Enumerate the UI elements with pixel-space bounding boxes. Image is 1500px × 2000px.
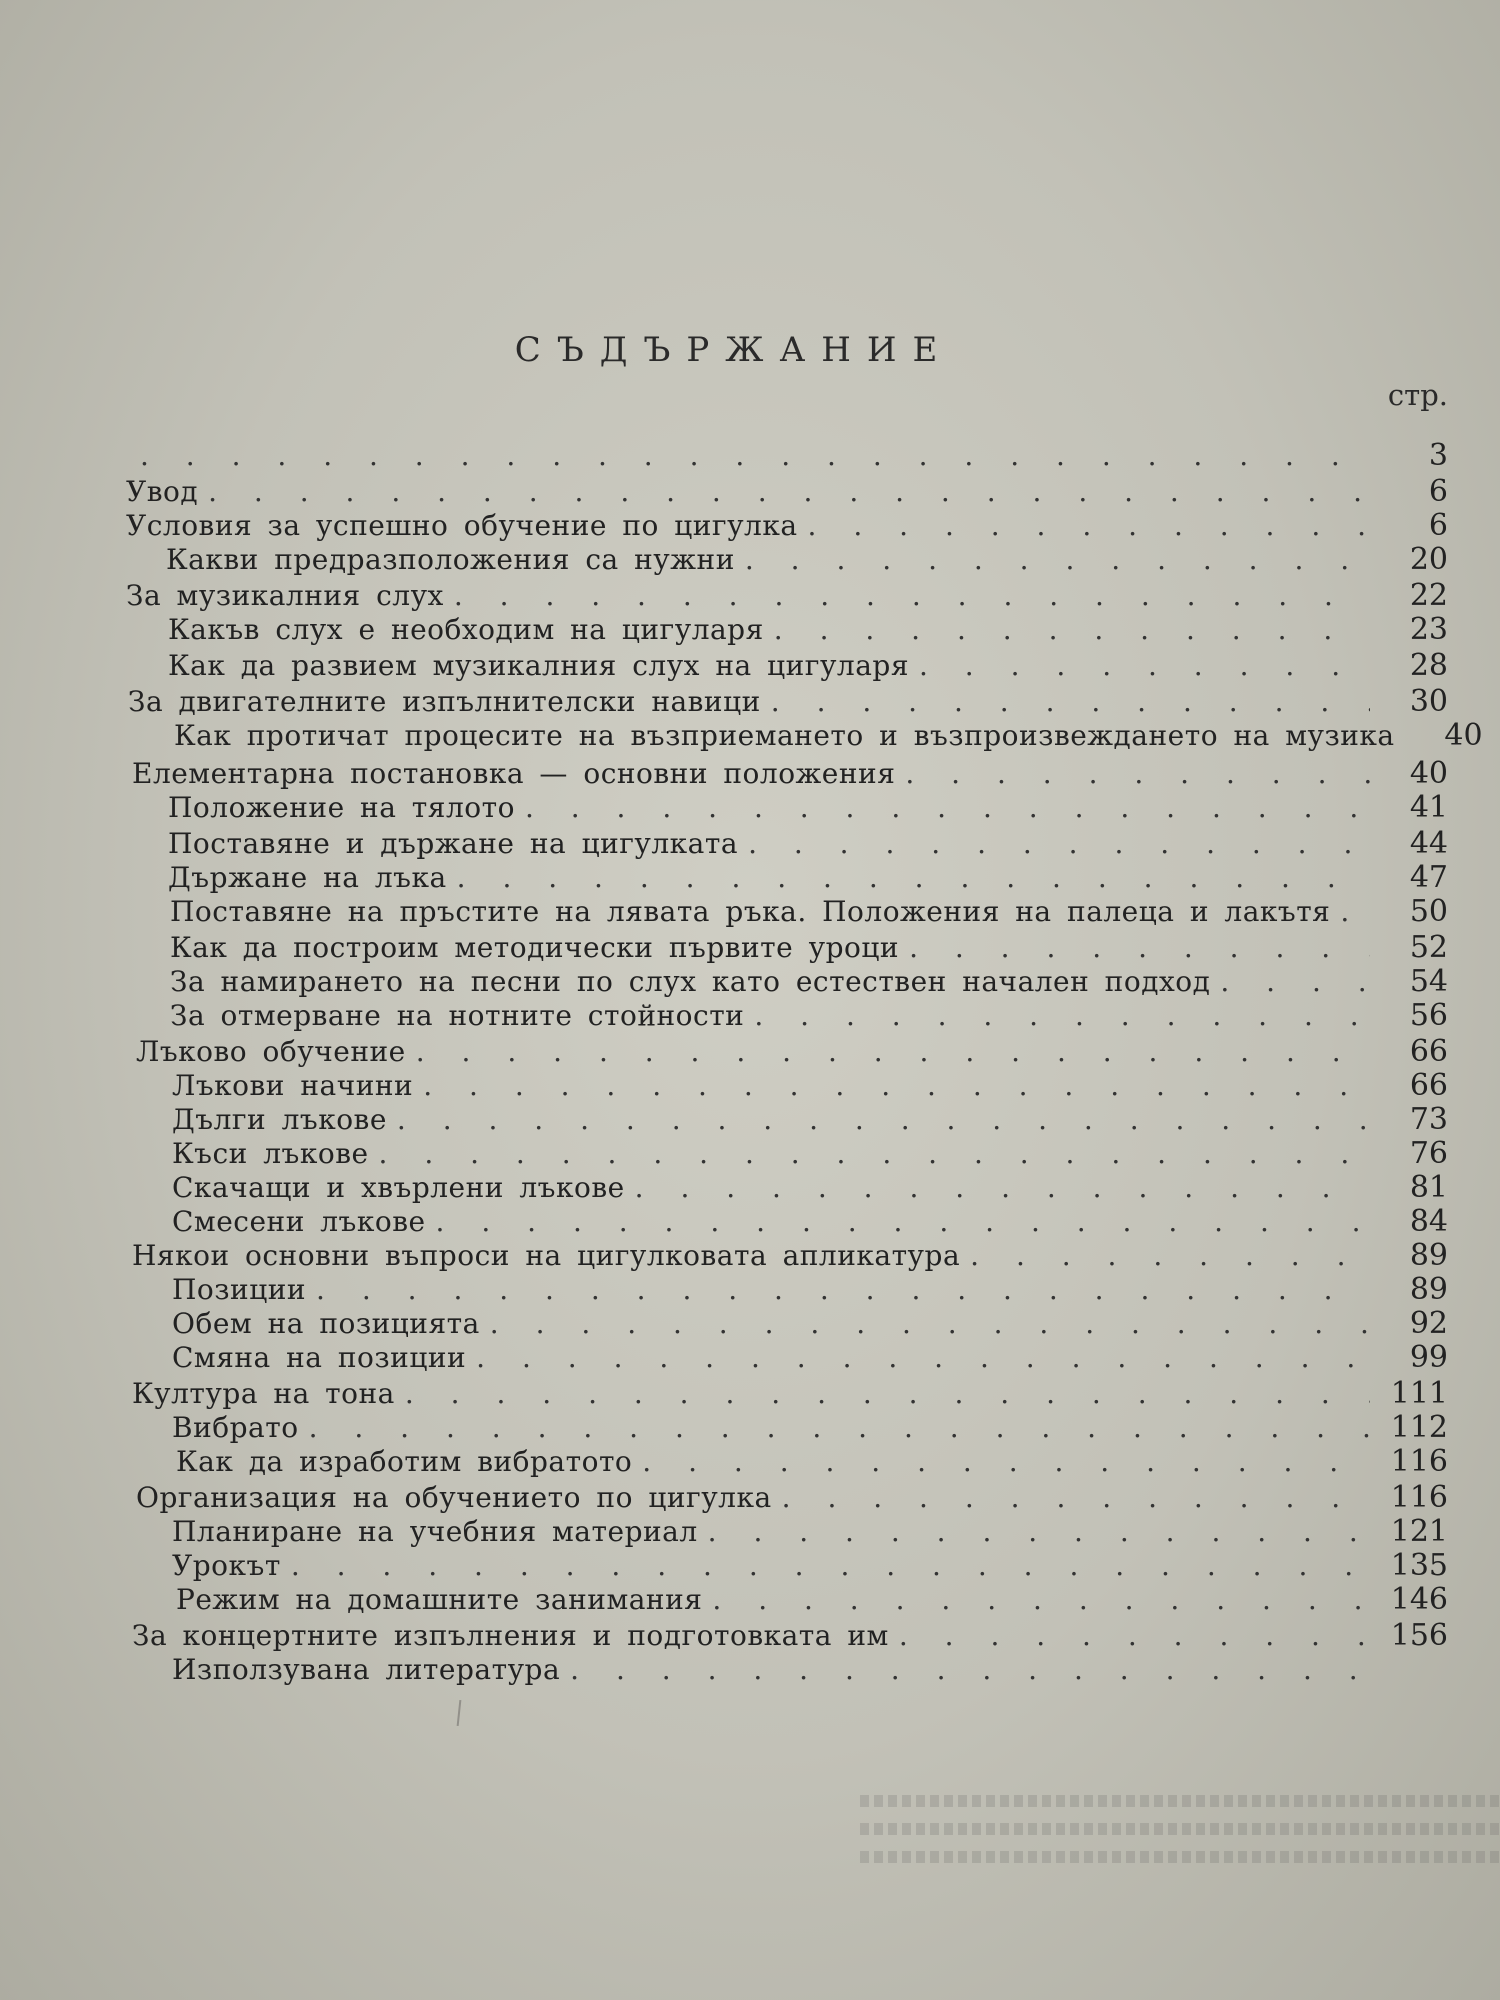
toc-entry-title: Поставяне на пръстите на лявата ръка. Положения на палеца и лакътя <box>170 895 1331 928</box>
leader-dots <box>782 1480 1370 1516</box>
toc-entry <box>126 474 1448 510</box>
toc-entry-page: 28 <box>1409 648 1448 683</box>
leader-dots <box>771 684 1370 720</box>
imprint-line <box>860 1795 1500 1807</box>
toc-entry-title: Поставяне и държане на цигулката <box>168 827 739 860</box>
toc-entry-title: Положение на тялото <box>168 791 515 824</box>
toc-entry-title: Планиране на учебния материал <box>172 1515 698 1548</box>
toc-entry-page: 30 <box>1409 684 1448 719</box>
toc-entry-page: 66 <box>1409 1034 1448 1069</box>
toc-entry-page: 56 <box>1409 998 1448 1033</box>
page-title: СЪДЪРЖАНИЕ <box>514 330 954 370</box>
toc-entry-page: 81 <box>1409 1170 1448 1205</box>
leader-dots <box>745 542 1370 578</box>
toc-entry <box>168 790 1448 826</box>
toc-entry-page: 44 <box>1409 826 1448 861</box>
leader-dots <box>1220 964 1370 1000</box>
toc-entry-title: За отмерване на нотните стойности <box>170 999 745 1032</box>
toc-entry-title: Скачащи и хвърлени лъкове <box>172 1171 625 1204</box>
toc-entry <box>176 1582 1448 1618</box>
toc-entry <box>174 718 1483 754</box>
toc-entry-title: Някои основни въпроси на цигулковата апликатура <box>132 1239 961 1272</box>
toc-entry-page: 76 <box>1409 1136 1448 1171</box>
leader-dots <box>708 1514 1370 1550</box>
toc-entry-page: 92 <box>1409 1306 1448 1341</box>
leader-dots <box>397 1102 1370 1138</box>
toc-entry-page: 20 <box>1409 542 1448 577</box>
toc-entry-page: 40 <box>1444 718 1483 753</box>
toc-entry <box>176 1444 1448 1480</box>
toc-entry <box>132 1376 1448 1412</box>
toc-entry-title: Държане на лъка <box>168 861 447 894</box>
leader-dots <box>457 860 1370 896</box>
toc-entry-title: Режим на домашните занимания <box>176 1583 703 1616</box>
toc-entry <box>172 1306 1448 1342</box>
toc-entry-title: Лъкови начини <box>172 1069 414 1102</box>
leader-dots <box>909 930 1370 966</box>
toc-entry-title: Позиции <box>172 1273 307 1306</box>
leader-dots <box>774 612 1370 648</box>
toc-entry-title: Организация на обучението по цигулка <box>136 1481 772 1514</box>
toc-entry-page: 146 <box>1390 1582 1448 1617</box>
toc-entry <box>136 1034 1448 1070</box>
toc-entry <box>132 1238 1448 1274</box>
toc-entry-page: 111 <box>1390 1376 1448 1411</box>
toc-entry-title: Как да построим методически първите уроци <box>170 931 900 964</box>
toc-entry <box>172 1410 1448 1446</box>
leader-dots <box>436 1204 1370 1240</box>
toc-entry-page: 41 <box>1409 790 1448 825</box>
toc-entry-page: 52 <box>1409 930 1448 965</box>
toc-entry <box>172 1170 1448 1206</box>
toc-entry-title: За концертните изпълнения и подготовката им <box>132 1619 889 1652</box>
toc-entry <box>170 894 1448 930</box>
toc-entry-page: 22 <box>1409 578 1448 613</box>
leader-dots <box>423 1068 1370 1104</box>
toc-entry-title: Условия за успешно обучение по цигулка <box>126 509 798 542</box>
toc-entry-page: 50 <box>1409 894 1448 929</box>
toc-entry-page: 116 <box>1390 1444 1448 1479</box>
page-column-label: стр. <box>1387 378 1448 412</box>
toc-entry-title: Увод <box>126 475 199 508</box>
toc-entry <box>168 860 1448 896</box>
leader-dots <box>208 474 1370 510</box>
leader-dots <box>316 1272 1370 1308</box>
imprint-line <box>860 1823 1500 1835</box>
imprint-line <box>860 1851 1500 1863</box>
toc-entry-title: За двигателните изпълнителски навици <box>128 685 761 718</box>
toc-entry <box>126 508 1448 544</box>
toc-entry <box>130 438 1448 474</box>
leader-dots <box>635 1170 1370 1206</box>
leader-dots <box>309 1410 1370 1446</box>
toc-entry-page: 66 <box>1409 1068 1448 1103</box>
faint-imprint-text <box>860 1795 1500 1905</box>
toc-entry <box>172 1548 1448 1584</box>
toc-entry-title: Смесени лъкове <box>172 1205 426 1238</box>
toc-entry-title: Как да развием музикалния слух на цигуларя <box>168 649 909 682</box>
leader-dots <box>570 1652 1370 1688</box>
toc-entry-title: Елементарна постановка — основни положения <box>132 757 896 790</box>
toc-entry <box>172 1272 1448 1308</box>
toc-entry <box>128 684 1448 720</box>
toc-entry-page: 99 <box>1409 1340 1448 1375</box>
toc-entry-title: Как да изработим вибратото <box>176 1445 633 1478</box>
toc-entry-page: 156 <box>1390 1618 1448 1653</box>
leader-dots <box>291 1548 1370 1584</box>
toc-entry <box>166 542 1448 578</box>
toc-entry <box>168 648 1448 684</box>
toc-entry-page: 84 <box>1409 1204 1448 1239</box>
toc-entry-page: 23 <box>1409 612 1448 647</box>
toc-entry <box>126 578 1448 614</box>
leader-dots <box>1340 894 1370 930</box>
leader-dots <box>405 1376 1370 1412</box>
toc-entry-title: Лъково обучение <box>136 1035 406 1068</box>
toc-entry-title: Дълги лъкове <box>172 1103 387 1136</box>
toc-entry <box>170 998 1448 1034</box>
toc-entry-page: 89 <box>1409 1272 1448 1307</box>
toc-entry-page: 54 <box>1409 964 1448 999</box>
leader-dots <box>919 648 1370 684</box>
toc-entry-title: За намирането на песни по слух като естествен начален подход <box>170 965 1211 998</box>
leader-dots <box>379 1136 1370 1172</box>
toc-entry-page: 3 <box>1428 438 1448 473</box>
leader-dots <box>642 1444 1370 1480</box>
toc-entry-page: 6 <box>1428 508 1448 543</box>
toc-entry-page: 112 <box>1390 1410 1448 1445</box>
toc-entry <box>168 826 1448 862</box>
leader-dots <box>754 998 1370 1034</box>
toc-entry-title: Използувана литература <box>172 1653 561 1686</box>
leader-dots <box>490 1306 1370 1342</box>
toc-entry-page: 116 <box>1390 1480 1448 1515</box>
toc-entry-page: 121 <box>1390 1514 1448 1549</box>
toc-entry <box>136 1480 1448 1516</box>
toc-entry-title: Как протичат процесите на възприемането и възпроизвеждането на музика <box>174 719 1395 752</box>
leader-dots <box>899 1618 1370 1654</box>
toc-entry <box>170 930 1448 966</box>
leader-dots <box>748 826 1370 862</box>
toc-entry-title: Урокът <box>172 1549 281 1582</box>
toc-entry-page: 135 <box>1390 1548 1448 1583</box>
toc-entry <box>172 1514 1448 1550</box>
toc-entry <box>132 756 1448 792</box>
toc-entry-title: Смяна на позиции <box>172 1341 467 1374</box>
leader-dots <box>712 1582 1370 1618</box>
leader-dots <box>970 1238 1370 1274</box>
leader-dots <box>525 790 1370 826</box>
toc-entry-title: Култура на тона <box>132 1377 395 1410</box>
toc-entry-page: 89 <box>1409 1238 1448 1273</box>
toc-entry <box>170 964 1448 1000</box>
leader-dots <box>905 756 1370 792</box>
toc-entry-title: Къси лъкове <box>172 1137 369 1170</box>
toc-entry <box>172 1136 1448 1172</box>
leader-dots <box>808 508 1370 544</box>
toc-entry <box>172 1652 1448 1688</box>
toc-entry-page: 73 <box>1409 1102 1448 1137</box>
toc-entry-page: 40 <box>1409 756 1448 791</box>
toc-entry <box>172 1102 1448 1138</box>
toc-entry <box>172 1340 1448 1376</box>
leader-dots <box>416 1034 1370 1070</box>
leader-dots <box>476 1340 1370 1376</box>
toc-entry-title: Какви предразположения са нужни <box>166 543 735 576</box>
toc-entry-page: 47 <box>1409 860 1448 895</box>
toc-entry-title: Вибрато <box>172 1411 299 1444</box>
toc-entry-title: Обем на позицията <box>172 1307 480 1340</box>
toc-entry <box>168 612 1448 648</box>
toc-entry-page: 6 <box>1428 474 1448 509</box>
toc-entry <box>132 1618 1448 1654</box>
toc-entry <box>172 1068 1448 1104</box>
leader-dots <box>454 578 1370 614</box>
toc-entry-title: Какъв слух е необходим на цигуларя <box>168 613 764 646</box>
leader-dots <box>140 438 1370 474</box>
toc-entry-title: За музикалния слух <box>126 579 444 612</box>
toc-entry <box>172 1204 1448 1240</box>
